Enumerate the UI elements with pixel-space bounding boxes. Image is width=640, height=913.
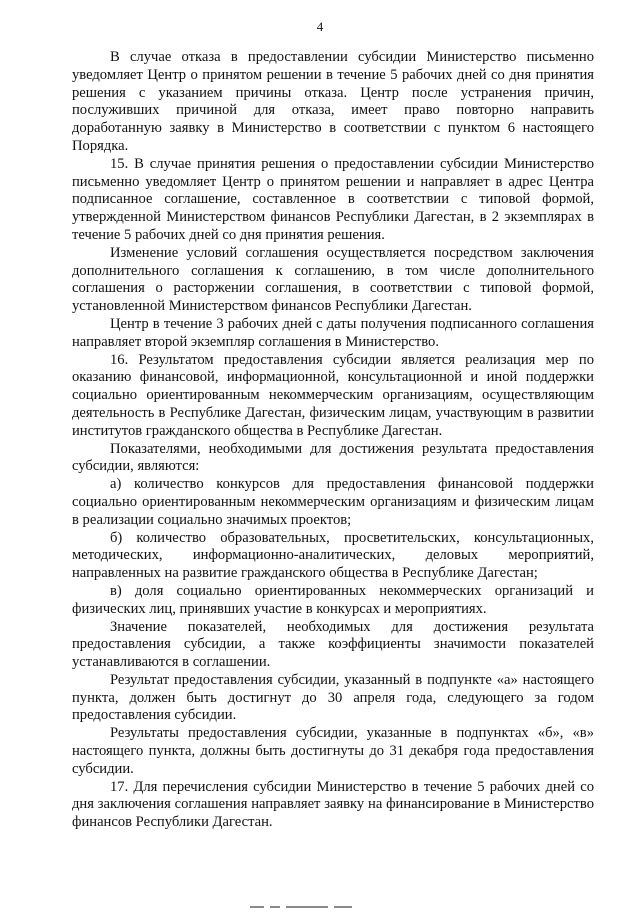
paragraph-result-bc-deadline: Результаты предоставления субсидии, указанные в подпунктах «б», «в» настоящего пункта, должны быть достигнуты до 31 декабря года предоставления субсидии. bbox=[72, 725, 594, 777]
footer-scan-marks bbox=[250, 905, 380, 908]
document-body bbox=[72, 49, 594, 832]
paragraph-agreement-changes: Изменение условий соглашения осуществляется посредством заключения дополнительного соглашения к соглашению, в том числе дополнительного соглашения о расторжении соглашения, в соответствии с типовой формой, установленной Министерством финансов Республики Дагестан. bbox=[72, 244, 594, 315]
paragraph-refusal-notice: В случае отказа в предоставлении субсидии Министерство письменно уведомляет Центр о принятом решении в течение 5 рабочих дней со дня принятия решения с указанием причины отказа. Центр после устранения причин, послуживших причиной для отказа, имеет право повторно направить доработанную заявку в Министерство в соответствии с пунктом 6 настоящего Порядка. bbox=[72, 49, 594, 154]
paragraph-indicator-b: б) количество образовательных, просветительских, консультационных, методических, информационно-аналитических, деловых мероприятий, направленных на развитие гражданского общества в Республике Дагестан; bbox=[72, 529, 594, 582]
paragraph-indicator-c: в) доля социально ориентированных некоммерческих организаций и физических лиц, принявших участие в конкурсах и мероприятиях. bbox=[72, 582, 594, 617]
page-number: 4 bbox=[316, 19, 324, 34]
paragraph-indicator-values: Значение показателей, необходимых для достижения результата предоставления субсидии, а также коэффициенты значимости показателей устанавливаются в соглашении. bbox=[72, 618, 594, 671]
paragraph-indicators-intro: Показателями, необходимыми для достижения результата предоставления субсидии, являются: bbox=[72, 440, 594, 475]
paragraph-16-result: 16. Результатом предоставления субсидии является реализация мер по оказанию финансовой, информационной, консультационной и иной поддержки социально ориентированным некоммерческим организациям, осуществляющим деятельность в Республике Дагестан, физическим лицам, участвующим в развитии институтов гражданского общества в Республике Дагестан. bbox=[72, 351, 594, 439]
paragraph-center-return: Центр в течение 3 рабочих дней с даты получения подписанного соглашения направляет второй экземпляр соглашения в Министерство. bbox=[72, 315, 594, 350]
paragraph-indicator-a: а) количество конкурсов для предоставления финансовой поддержки социально ориентированным некоммерческим организациям и физическим лицам в реализации социально значимых проектов; bbox=[72, 476, 594, 528]
paragraph-15-decision: 15. В случае принятия решения о предоставлении субсидии Министерство письменно уведомляет Центр о принятом решении и направляет в адрес Центра подписанное соглашение, составленное в соответствии с типовой формой, утвержденной Министерством финансов Республики Дагестан, в 2 экземплярах в течение 5 рабочих дней со дня принятия решения. bbox=[72, 155, 594, 243]
paragraph-result-a-deadline: Результат предоставления субсидии, указанный в подпункте «а» настоящего пункта, должен быть достигнут до 30 апреля года, следующего за годом предоставления субсидии. bbox=[72, 671, 594, 724]
paragraph-17-transfer: 17. Для перечисления субсидии Министерство в течение 5 рабочих дней со дня заключения соглашения направляет заявку на финансирование в Министерство финансов Республики Дагестан. bbox=[72, 778, 594, 831]
